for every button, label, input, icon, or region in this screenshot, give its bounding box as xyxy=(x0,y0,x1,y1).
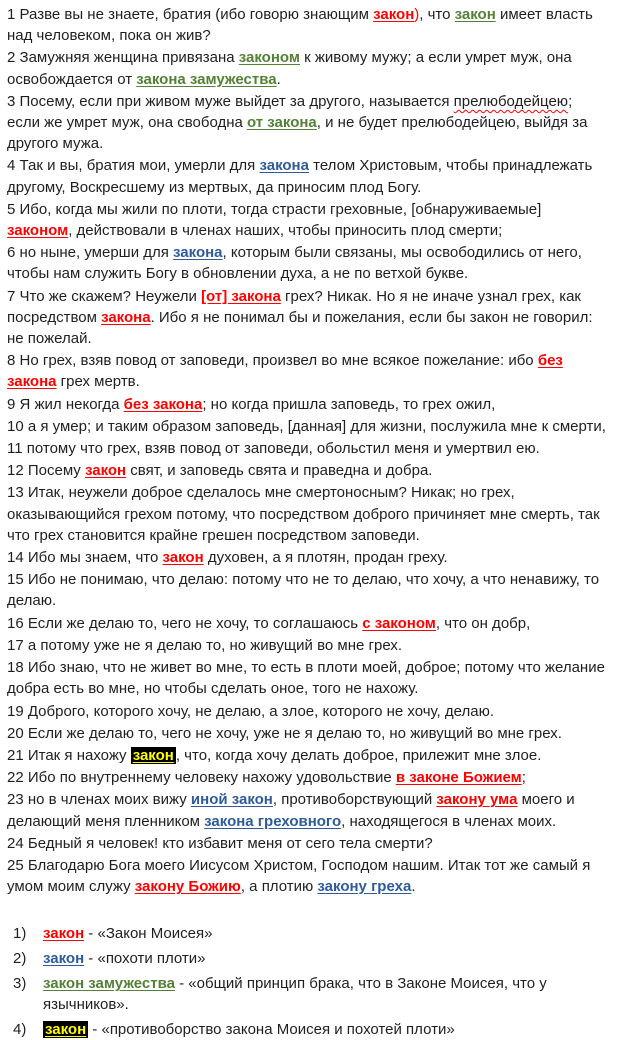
text-run: 15 Ибо не понимаю, что делаю: потому что не то делаю, что хочу, а что ненавижу, то делаю. xyxy=(7,571,600,610)
text-run: моего и делающий меня пленником xyxy=(7,791,575,830)
law-term-moses: с законом xyxy=(362,614,436,632)
text-run: 1 Разве вы не знаете, братия (ибо говорю знающим xyxy=(7,6,374,23)
verse-paragraph xyxy=(7,547,609,568)
law-term-moses: законом xyxy=(7,222,69,240)
law-term-conflict: закон xyxy=(132,746,174,764)
text-run: 9 Я жил некогда xyxy=(7,395,124,413)
text-run: 13 Итак, неужели доброе сделалось мне смертоносным? Никак; но грех, оказывающийся грехом потому, что посредством доброго причиняет мне смерть, так что грех становится крайне грешен посредством заповеди. xyxy=(7,484,600,544)
verse-paragraph xyxy=(7,482,609,546)
verse-paragraph xyxy=(7,635,609,656)
law-term-moses: в законе Божием xyxy=(395,769,522,787)
red-paren: ) xyxy=(414,6,420,23)
text-run: 23 но в членах моих вижу xyxy=(7,791,191,809)
text-run: 5 Ибо, когда мы жили по плоти, тогда страсти греховные, [обнаруживаемые] xyxy=(7,200,542,218)
law-term-moses: без закона xyxy=(123,395,203,413)
text-run: 7 Что же скажем? Неужели xyxy=(7,287,202,305)
legend-item-body xyxy=(43,923,212,944)
verse-paragraph xyxy=(7,723,609,744)
legend-list xyxy=(7,923,609,1040)
text-run: 11 потому что грех, взяв повод от заповеди, обольстил меня и умертвил ею. xyxy=(7,440,540,458)
law-term-flesh: иной закон xyxy=(190,791,273,809)
law-term-moses: без закона xyxy=(7,352,563,391)
text-run: 25 Благодарю Бога моего Иисусом Христом, Господом нашим. Итак тот же самый я умом моим служу xyxy=(7,856,591,896)
text-run: 4 Так и вы, братия мои, умерли для xyxy=(7,157,260,175)
text-run: духовен, а я плотян, продан греху. xyxy=(203,549,448,567)
law-term-moses: закону ума xyxy=(436,791,518,809)
verse-paragraph xyxy=(7,47,609,89)
text-run: , находящегося в членах моих. xyxy=(341,812,557,830)
law-term-flesh: закона xyxy=(259,157,309,175)
verse-paragraph xyxy=(7,657,609,699)
law-term-flesh: закона xyxy=(173,244,223,262)
legend-item-body xyxy=(43,973,609,1015)
law-term-moses: [от] закона xyxy=(201,287,281,305)
text-run: 12 Посему xyxy=(7,462,85,480)
verse-paragraph xyxy=(7,833,609,854)
text-run: , противоборствующий xyxy=(272,791,437,809)
misspelled-word: прелюбодейцею xyxy=(453,92,569,110)
document-page xyxy=(7,4,609,1040)
scripture-text xyxy=(7,4,609,897)
law-term-marriage: закона замужества xyxy=(136,70,277,88)
text-run: имеет власть над человеком, пока он жив? xyxy=(7,6,593,45)
verse-paragraph xyxy=(7,242,609,284)
text-run: 18 Ибо знаю, что не живет во мне, то есть в плоти моей, доброе; потому что желание добра есть во мне, но чтобы сделать оное, того не нахожу. xyxy=(7,659,605,698)
legend-item-body xyxy=(43,1019,455,1040)
text-run: , а плотию xyxy=(240,878,318,896)
text-run: . xyxy=(411,878,416,896)
legend-item xyxy=(7,973,609,1015)
law-term-flesh: закону греха xyxy=(317,878,412,896)
text-run: 2 Замужняя женщина привязана xyxy=(7,49,239,67)
text-run: , что xyxy=(419,6,455,23)
text-run: 24 Бедный я человек! кто избавит меня от сего тела смерти? xyxy=(7,834,433,852)
text-run: к живому мужу; а если умрет муж, она освобождается от xyxy=(7,49,572,88)
legend-item xyxy=(7,1019,609,1040)
verse-paragraph xyxy=(7,460,609,481)
legend-item-description: - «общий принцип брака, что в Законе Моисея, что у язычников». xyxy=(43,975,547,1014)
law-term-moses: закона xyxy=(101,308,151,326)
text-run: , что, когда хочу делать доброе, прилежит мне злое. xyxy=(175,746,542,764)
law-term-marriage: закон xyxy=(454,6,496,23)
text-run: 22 Ибо по внутреннему человеку нахожу удовольствие xyxy=(7,769,396,787)
text-run: 16 Если же делаю то, чего не хочу, то соглашаюсь xyxy=(7,614,363,632)
text-run: ; но когда пришла заповедь, то грех ожил, xyxy=(202,395,496,413)
legend-item xyxy=(7,923,609,944)
text-run: . Ибо я не понимал бы и пожелания, если бы закон не говорил: не пожелай. xyxy=(7,308,593,348)
legend-item-number: 3) xyxy=(13,975,27,993)
verse-paragraph xyxy=(7,394,609,415)
verse-paragraph xyxy=(7,767,609,788)
text-run: 20 Если же делаю то, чего не хочу, уже не я делаю то, но живущий во мне грех. xyxy=(7,724,562,742)
legend-item xyxy=(7,948,609,969)
text-run: 10 а я умер; и таким образом заповедь, [данная] для жизни, послужила мне к смерти, xyxy=(7,417,606,435)
verse-paragraph xyxy=(7,91,609,155)
verse-paragraph xyxy=(7,569,609,611)
verse-paragraph xyxy=(7,438,609,459)
text-run: 19 Доброго, которого хочу, не делаю, а злое, которого не хочу, делаю. xyxy=(7,702,494,720)
text-run: ; xyxy=(521,769,526,787)
text-run: 8 Но грех, взяв повод от заповеди, произвел во мне всякое пожелание: ибо xyxy=(7,352,538,370)
verse-paragraph xyxy=(7,701,609,722)
law-term-marriage: от закона xyxy=(247,114,317,132)
verse-paragraph xyxy=(7,789,609,831)
legend-item-description: - «похоти плоти» xyxy=(84,950,206,968)
text-run: ; если же умрет муж, она свободна xyxy=(7,92,573,132)
legend-item-description: - «Закон Моисея» xyxy=(84,925,213,943)
text-run: , и не будет прелюбодейцею, выйдя за другого мужа. xyxy=(7,114,588,153)
text-run: , которым были связаны, мы освободились от него, чтобы нам служить Богу в обновлении духа, а не по ветхой букве. xyxy=(7,244,582,283)
text-run: 3 Посему, если при живом муже выйдет за другого, называется xyxy=(7,92,454,110)
text-run: 6 но ныне, умерши для xyxy=(7,244,174,262)
verse-paragraph xyxy=(7,416,609,437)
text-run: грех мертв. xyxy=(56,373,140,391)
legend-item-number: 2) xyxy=(13,950,27,968)
law-term-marriage: законом xyxy=(238,49,300,67)
verse-paragraph xyxy=(7,613,609,634)
text-run: 14 Ибо мы знаем, что xyxy=(7,549,163,567)
text-run: телом Христовым, чтобы принадлежать другому, Воскресшему из мертвых, да приносим плод Богу. xyxy=(7,157,593,196)
law-term-moses: закону Божию xyxy=(134,878,241,896)
verse-paragraph xyxy=(7,350,609,392)
verse-paragraph xyxy=(7,745,609,766)
law-term-flesh: закон xyxy=(43,950,85,968)
verse-paragraph xyxy=(7,199,609,241)
law-term-conflict: закон xyxy=(45,1021,87,1039)
text-run: грех? Никак. Но я не иначе узнал грех, как посредством xyxy=(7,287,581,326)
law-term-moses: закон xyxy=(373,6,415,23)
law-term-moses: закон xyxy=(43,925,85,943)
text-run: свят, и заповедь свята и праведна и добра. xyxy=(126,462,433,480)
text-run: . xyxy=(276,70,281,88)
text-run: 17 а потому уже не я делаю то, но живущий во мне грех. xyxy=(7,636,402,654)
text-run: , что он добр, xyxy=(435,614,531,632)
text-run: , действовали в членах наших, чтобы приносить плод смерти; xyxy=(68,222,503,240)
verse-paragraph xyxy=(7,286,609,350)
law-term-moses: закон xyxy=(162,549,204,567)
law-term-flesh: закона греховного xyxy=(204,812,342,830)
verse-paragraph xyxy=(7,855,609,897)
verse-paragraph xyxy=(7,155,609,197)
law-term-marriage: закон замужества xyxy=(43,975,175,993)
text-run: 21 Итак я нахожу xyxy=(7,746,131,764)
legend-item-number: 1) xyxy=(13,925,27,943)
law-term-moses: закон xyxy=(84,462,127,480)
verse-paragraph xyxy=(7,4,609,46)
legend-item-number: 4) xyxy=(13,1021,27,1039)
legend-item-description: - «противоборство закона Моисея и похотей плоти» xyxy=(88,1021,455,1039)
legend-item-body xyxy=(43,948,206,969)
